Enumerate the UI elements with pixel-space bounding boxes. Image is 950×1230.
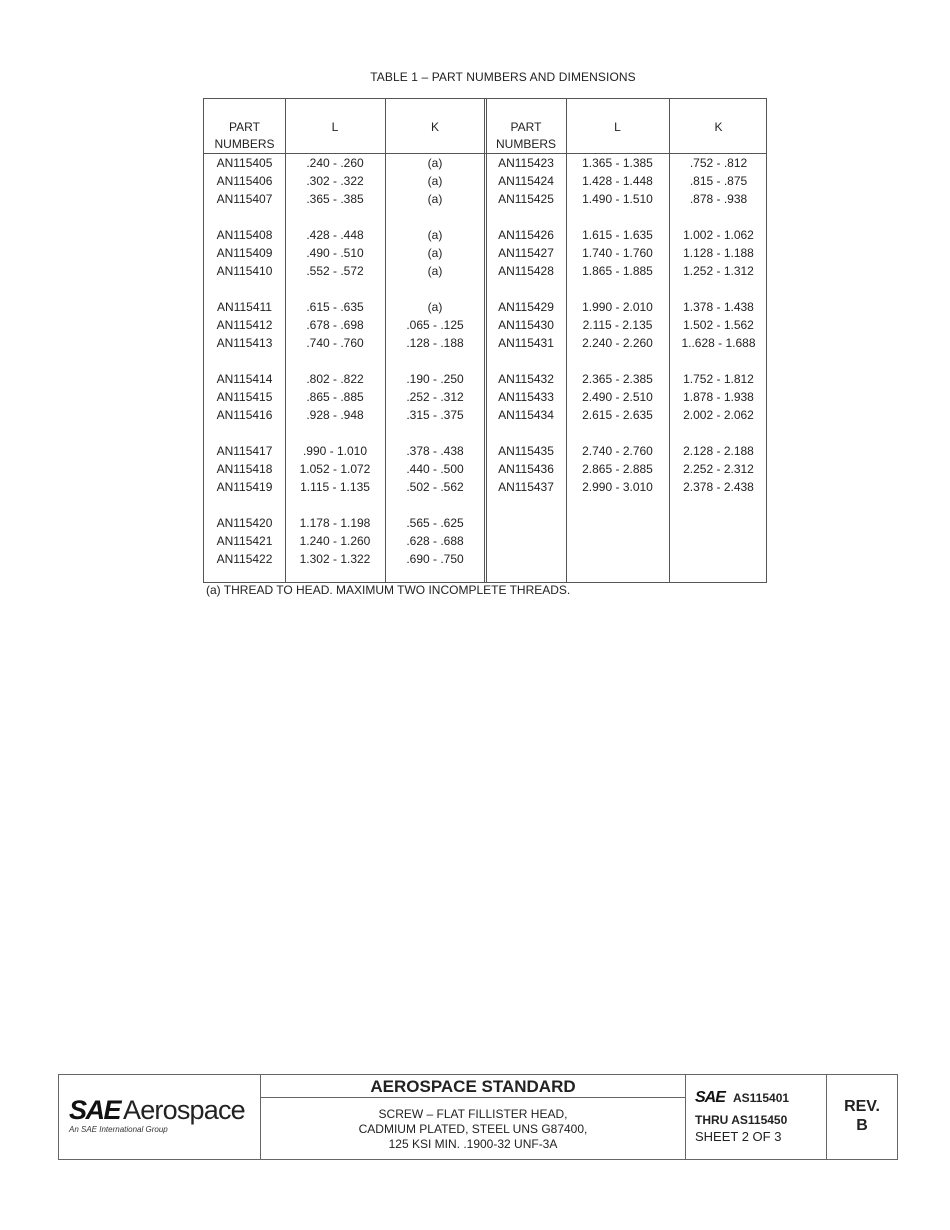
l-dimension-cell: 1.178 - 1.198 <box>299 516 371 530</box>
l-dimension-cell: 2.365 - 2.385 <box>582 372 653 386</box>
k-dimension-cell: 2.128 - 2.188 <box>683 444 754 458</box>
k-dimension-cell: 1.128 - 1.188 <box>683 246 754 260</box>
k-dimension-cell: (a) <box>427 192 443 206</box>
k-dimension-cell: (a) <box>427 246 443 260</box>
k-dimension-cell: .815 - .875 <box>689 174 748 188</box>
revision-label: REV. <box>844 1098 880 1115</box>
part-number-cell: AN115421 <box>216 534 273 548</box>
title-block <box>58 1074 898 1160</box>
k-dimension-cell: 1.252 - 1.312 <box>683 264 754 278</box>
k-dimension-cell: .878 - .938 <box>689 192 748 206</box>
part-number-cell: AN115434 <box>498 408 554 422</box>
l-dimension-cell: 1.302 - 1.322 <box>299 552 371 566</box>
sheet-number: SHEET 2 OF 3 <box>695 1129 782 1144</box>
l-dimension-cell: .740 - .760 <box>306 336 364 350</box>
l-dimension-cell: 1.365 - 1.385 <box>582 156 653 170</box>
l-dimension-cell: .615 - .635 <box>306 300 364 314</box>
part-number-cell: AN115429 <box>498 300 554 314</box>
header-part-line2: NUMBERS <box>495 137 556 151</box>
l-dimension-cell: 1.052 - 1.072 <box>299 462 371 476</box>
part-number-cell: AN115435 <box>498 444 554 458</box>
part-number-cell: AN115428 <box>498 264 554 278</box>
standard-title: AEROSPACE STANDARD <box>370 1077 576 1096</box>
part-number-cell: AN115424 <box>498 174 554 188</box>
part-number-cell: AN115430 <box>498 318 554 332</box>
part-number-cell: AN115416 <box>216 408 273 422</box>
part-number-cell: AN115407 <box>216 192 273 206</box>
header-part-line2: NUMBERS <box>214 137 275 151</box>
logo-tagline: An SAE International Group <box>69 1125 168 1134</box>
k-dimension-cell: .752 - .812 <box>689 156 748 170</box>
l-dimension-cell: .302 - .322 <box>306 174 364 188</box>
table-footnote: (a) THREAD TO HEAD. MAXIMUM TWO INCOMPLETE THREADS. <box>206 583 571 597</box>
table-title: TABLE 1 – PART NUMBERS AND DIMENSIONS <box>370 70 636 84</box>
revision-value: B <box>856 1117 868 1134</box>
k-dimension-cell: (a) <box>427 228 443 242</box>
k-dimension-cell: 2.378 - 2.438 <box>683 480 754 494</box>
k-dimension-cell: .378 - .438 <box>406 444 464 458</box>
description-line: 125 KSI MIN. .1900-32 UNF-3A <box>388 1137 558 1151</box>
l-dimension-cell: 1.990 - 2.010 <box>582 300 653 314</box>
k-dimension-cell: (a) <box>427 264 443 278</box>
revision-block <box>827 1097 897 1135</box>
l-dimension-cell: 1.865 - 1.885 <box>582 264 653 278</box>
part-number-cell: AN115433 <box>498 390 554 404</box>
k-dimension-cell: 2.252 - 2.312 <box>683 462 754 476</box>
l-dimension-cell: 2.865 - 2.885 <box>582 462 653 476</box>
header-part-numbers <box>204 119 285 153</box>
k-dimension-cell: (a) <box>427 174 443 188</box>
part-number-cell: AN115408 <box>216 228 273 242</box>
k-dimension-cell: 1.002 - 1.062 <box>683 228 754 242</box>
k-dimension-cell: .690 - .750 <box>406 552 464 566</box>
part-number-cell: AN115413 <box>216 336 273 350</box>
l-dimension-cell: .240 - .260 <box>306 156 364 170</box>
document-number-block <box>695 1075 825 1159</box>
part-number-cell: AN115436 <box>498 462 554 476</box>
description-line: CADMIUM PLATED, STEEL UNS G87400, <box>358 1122 588 1136</box>
header-l: L <box>614 120 621 134</box>
l-dimension-cell: .802 - .822 <box>306 372 364 386</box>
k-dimension-cell: 1.378 - 1.438 <box>683 300 754 314</box>
l-dimension-cell: 1.428 - 1.448 <box>582 174 653 188</box>
l-dimension-cell: 2.990 - 3.010 <box>582 480 653 494</box>
k-dimension-cell: 1.502 - 1.562 <box>683 318 754 332</box>
part-number-cell: AN115412 <box>216 318 273 332</box>
part-numbers-table <box>203 98 767 583</box>
logo-aerospace-text: Aerospace <box>123 1095 245 1125</box>
l-dimension-cell: 1.740 - 1.760 <box>582 246 653 260</box>
k-dimension-cell: .190 - .250 <box>406 372 464 386</box>
part-number-cell: AN115422 <box>216 552 273 566</box>
part-number-cell: AN115419 <box>216 480 273 494</box>
k-dimension-cell: .440 - .500 <box>406 462 464 476</box>
title-block-divider <box>685 1075 686 1159</box>
part-number-cell: AN115410 <box>216 264 273 278</box>
part-number-cell: AN115420 <box>216 516 273 530</box>
part-number-cell: AN115409 <box>216 246 273 260</box>
part-number-cell: AN115411 <box>217 300 272 314</box>
description-line: SCREW – FLAT FILLISTER HEAD, <box>378 1107 568 1121</box>
part-number-cell: AN115417 <box>216 444 273 458</box>
logo-sae-text: SAE <box>69 1095 121 1125</box>
part-number-cell: AN115405 <box>216 156 273 170</box>
l-dimension-cell: 2.490 - 2.510 <box>582 390 653 404</box>
l-dimension-cell: .928 - .948 <box>306 408 364 422</box>
l-dimension-cell: .428 - .448 <box>306 228 364 242</box>
k-dimension-cell: .565 - .625 <box>406 516 464 530</box>
header-l: L <box>331 120 339 134</box>
l-dimension-cell: .990 - 1.010 <box>302 444 368 458</box>
l-dimension-cell: 1.490 - 1.510 <box>582 192 653 206</box>
l-dimension-cell: .865 - .885 <box>306 390 364 404</box>
header-k: K <box>714 120 723 134</box>
k-dimension-cell: .128 - .188 <box>406 336 464 350</box>
l-dimension-cell: 2.240 - 2.260 <box>582 336 653 350</box>
part-number-cell: AN115426 <box>498 228 554 242</box>
k-dimension-cell: 1.752 - 1.812 <box>683 372 754 386</box>
part-number-cell: AN115406 <box>216 174 273 188</box>
header-part-line1: PART <box>510 120 542 134</box>
k-dimension-cell: 2.002 - 2.062 <box>683 408 754 422</box>
k-dimension-cell: .502 - .562 <box>406 480 464 494</box>
sae-aerospace-logo <box>67 1095 257 1135</box>
document-range: THRU AS115450 <box>695 1113 788 1127</box>
k-dimension-cell: 1.878 - 1.938 <box>683 390 754 404</box>
header-k: K <box>430 120 439 134</box>
part-number-cell: AN115415 <box>216 390 273 404</box>
title-rule <box>261 1097 685 1098</box>
part-number-cell: AN115414 <box>216 372 273 386</box>
part-number-cell: AN115427 <box>498 246 554 260</box>
l-dimension-cell: 2.740 - 2.760 <box>582 444 653 458</box>
l-dimension-cell: 1.115 - 1.135 <box>300 480 370 494</box>
k-dimension-cell: .315 - .375 <box>406 408 464 422</box>
part-number-cell: AN115432 <box>498 372 554 386</box>
part-number-cell: AN115423 <box>498 156 554 170</box>
part-number-cell: AN115431 <box>498 336 554 350</box>
part-number-cell: AN115425 <box>498 192 554 206</box>
k-dimension-cell: .628 - .688 <box>406 534 464 548</box>
header-divider <box>204 153 766 154</box>
l-dimension-cell: 2.115 - 2.135 <box>582 318 653 332</box>
k-dimension-cell: (a) <box>427 156 443 170</box>
l-dimension-cell: 1.615 - 1.635 <box>582 228 653 242</box>
sae-mini-logo: SAE <box>695 1089 725 1106</box>
l-dimension-cell: 2.615 - 2.635 <box>582 408 653 422</box>
l-dimension-cell: .678 - .698 <box>306 318 364 332</box>
l-dimension-cell: 1.240 - 1.260 <box>299 534 371 548</box>
document-number: AS115401 <box>733 1091 790 1105</box>
k-dimension-cell: (a) <box>427 300 443 314</box>
part-number-cell: AN115418 <box>216 462 273 476</box>
header-part-numbers <box>486 119 566 153</box>
l-dimension-cell: .490 - .510 <box>306 246 364 260</box>
l-dimension-cell: .552 - .572 <box>306 264 364 278</box>
part-number-cell: AN115437 <box>498 480 554 494</box>
header-part-line1: PART <box>229 120 260 134</box>
k-dimension-cell: .252 - .312 <box>406 390 464 404</box>
k-dimension-cell: .065 - .125 <box>406 318 464 332</box>
l-dimension-cell: .365 - .385 <box>306 192 364 206</box>
k-dimension-cell: 1..628 - 1.688 <box>681 336 756 350</box>
